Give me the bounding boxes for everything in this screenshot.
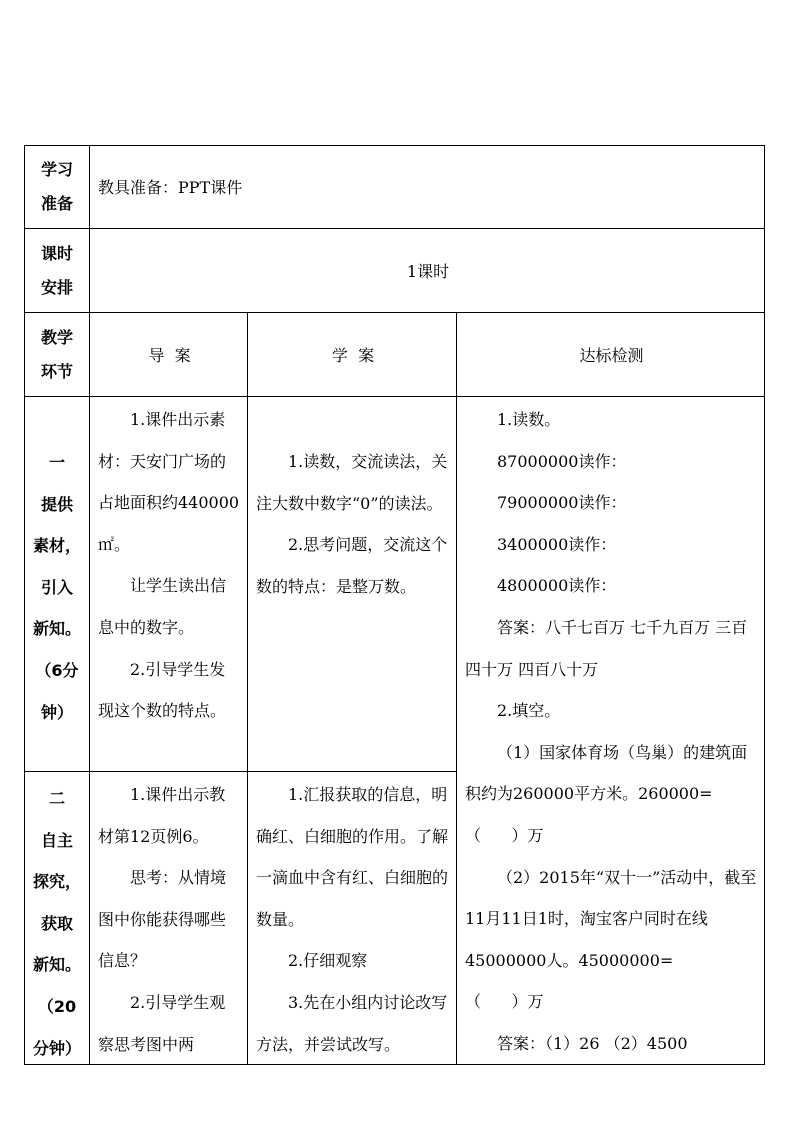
row-schedule (25, 229, 765, 313)
step2-guide: 1.课件出示教材第12页例6。 思考：从情境图中你能获得哪些信息？ 2.引导学生观察思考图中两 (90, 772, 248, 1065)
row-step1 (25, 397, 765, 772)
col-header-guide: 导 案 (90, 313, 248, 397)
schedule-content: 1课时 (90, 229, 765, 313)
label-step1: 一 提供 素材， 引入 新知。 （6分 钟） (25, 397, 90, 772)
col-header-study: 学 案 (248, 313, 457, 397)
label-prep: 学习 准备 (25, 146, 90, 229)
row-prep (25, 146, 765, 229)
step1-guide: 1.课件出示素材：天安门广场的占地面积约440000㎡。 让学生读出信息中的数字。 2.引导学生发现这个数的特点。 (90, 397, 248, 772)
col-header-check: 达标检测 (457, 313, 765, 397)
label-schedule: 课时 安排 (25, 229, 90, 313)
label-step2: 二 自主 探究， 获取 新知。 （20 分钟） (25, 772, 90, 1065)
check-content: 1.读数。 87000000读作： 79000000读作： 3400000读作： 4800000读作： 答案：八千七百万 七千九百万 三百四十万 四百八十万 2.填空。 （1）国家体育场（鸟巢）的建筑面积约为260000平方米。260000= （ ）万 （2）2015年“双十一”活动中，截至11月11日1时，淘宝客户同时在线45000000人。45000000= （ ）万 答案：（1）26 （2）4500 (465, 410, 757, 1053)
step2-study: 1.汇报获取的信息，明确红、白细胞的作用。了解一滴血中含有红、白细胞的数量。 2.仔细观察 3.先在小组内讨论改写方法，并尝试改写。 (248, 772, 457, 1065)
check-cell (457, 397, 765, 1065)
row-header (25, 313, 765, 397)
prep-content: 教具准备：PPT课件 (90, 146, 765, 229)
label-section: 教学 环节 (25, 313, 90, 397)
lesson-plan-table (24, 145, 765, 1065)
step1-study: 1.读数，交流读法，关注大数中数字“0”的读法。 2.思考问题，交流这个数的特点：是整万数。 (248, 397, 457, 772)
